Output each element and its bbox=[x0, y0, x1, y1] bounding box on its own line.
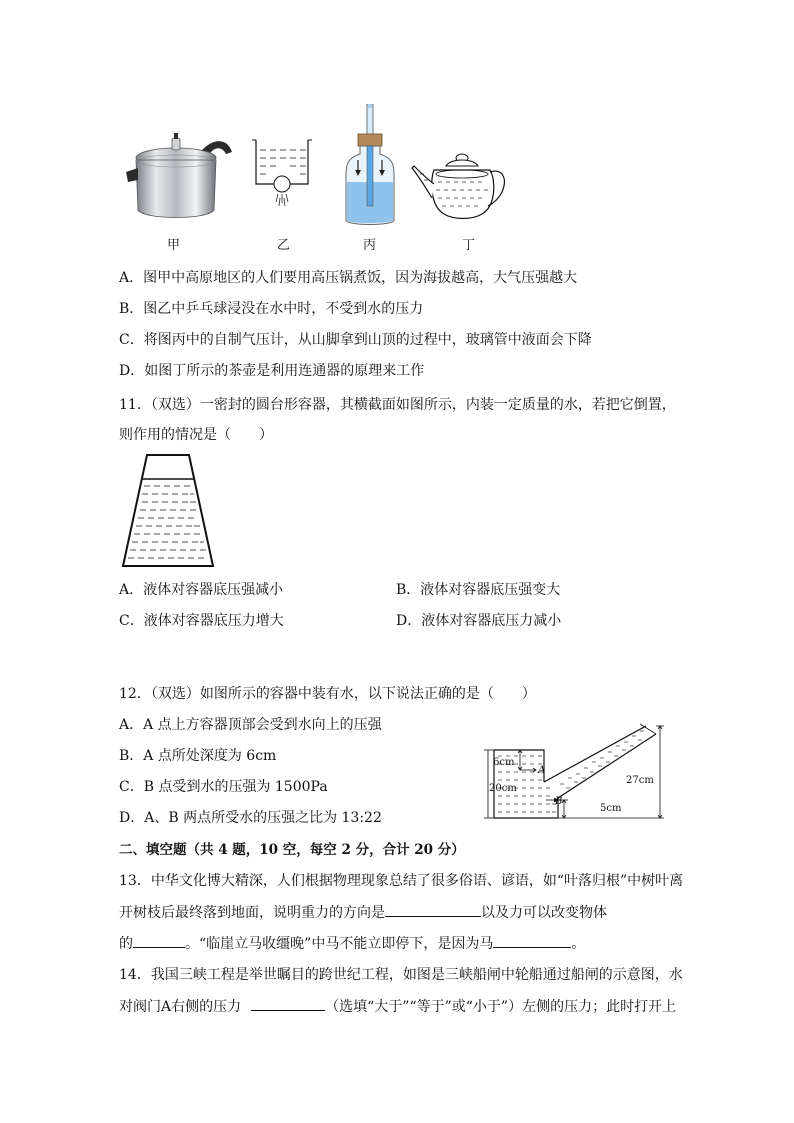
connected-container-figure bbox=[480, 722, 680, 822]
q12-stem: 12．（双选）如图所示的容器中装有水，以下说法正确的是（ ） bbox=[119, 686, 536, 702]
teapot-figure bbox=[410, 148, 510, 222]
q13-blank-1[interactable] bbox=[385, 902, 481, 917]
pingpong-container-figure bbox=[252, 136, 312, 216]
frustum-container-figure bbox=[120, 452, 216, 570]
q13-line2-text-b: 以及力可以改变物体 bbox=[481, 905, 607, 921]
q13-line3-text-b: 。“临崖立马收缰晚”中马不能立即停下，是因为马 bbox=[185, 936, 494, 952]
q12-point-a: A bbox=[538, 765, 546, 776]
q12-option-c: C．B 点受到水的压强为 1500Pa bbox=[119, 779, 328, 795]
q12-point-b: B bbox=[555, 796, 563, 807]
q12-label-20cm: 20cm bbox=[489, 783, 517, 794]
q11-stem-line1: 11．（双选）一密封的圆台形容器，其横截面如图所示，内装一定质量的水，若把它倒置， bbox=[119, 397, 676, 413]
figure-label-jia: 甲 bbox=[167, 238, 181, 253]
q14-line2-text-a: 对阀门A右侧的压力 bbox=[119, 999, 242, 1015]
q11-option-d: D．液体对容器底压力减小 bbox=[396, 613, 562, 629]
q14-line1: 14．我国三峡工程是举世瞩目的跨世纪工程，如图是三峡船闸中轮船通过船闸的示意图，水 bbox=[119, 967, 683, 983]
q13-line2 bbox=[119, 902, 607, 923]
figure-label-bing: 丙 bbox=[363, 238, 377, 253]
q13-blank-2[interactable] bbox=[133, 933, 185, 948]
figure-label-yi: 乙 bbox=[277, 238, 291, 253]
q12-option-d: D．A、B 两点所受水的压强之比为 13:22 bbox=[119, 810, 382, 826]
q11-option-a: A．液体对容器底压强减小 bbox=[119, 582, 284, 598]
q11-option-c: C．液体对容器底压力增大 bbox=[119, 613, 284, 629]
q12-label-6cm: 6cm bbox=[493, 757, 515, 768]
q10-option-d: D．如图丁所示的茶壶是利用连通器的原理来工作 bbox=[119, 363, 425, 379]
bottle-barometer-figure bbox=[340, 104, 400, 228]
q12-option-b: B．A 点所处深度为 6cm bbox=[119, 748, 277, 764]
q13-line2-text-a: 开树枝后最终落到地面，说明重力的方向是 bbox=[119, 905, 385, 921]
q14-blank-1[interactable] bbox=[251, 996, 325, 1011]
q10-option-b: B．图乙中乒乓球浸没在水中时，不受到水的压力 bbox=[119, 301, 424, 317]
q10-option-c: C．将图丙中的自制气压计，从山脚拿到山顶的过程中，玻璃管中液面会下降 bbox=[119, 332, 592, 348]
q14-line2 bbox=[119, 996, 676, 1017]
q11-stem-line2: 则作用的情况是（ ） bbox=[119, 427, 273, 443]
q12-label-27cm: 27cm bbox=[626, 775, 654, 786]
q13-line3-text-a: 的 bbox=[119, 936, 133, 952]
q12-option-a: A．A 点上方容器顶部会受到水向上的压强 bbox=[119, 717, 382, 733]
q10-option-a: A．图甲中高原地区的人们要用高压锅煮饭，因为海拔越高，大气压强越大 bbox=[119, 270, 578, 286]
q13-blank-3[interactable] bbox=[493, 933, 571, 948]
pressure-cooker-figure bbox=[124, 128, 236, 224]
q11-option-b: B．液体对容器底压强变大 bbox=[396, 582, 561, 598]
q13-line1: 13．中华文化博大精深，人们根据物理现象总结了很多俗语、谚语，如“叶落归根”中树叶离 bbox=[119, 873, 684, 889]
section-heading: 二、填空题（共 4 题，10 空，每空 2 分，合计 20 分） bbox=[119, 842, 465, 858]
q14-line2-text-b: （选填“大于”“等于”或“小于”）左侧的压力；此时打开上 bbox=[325, 999, 677, 1015]
q13-line3-text-c: 。 bbox=[571, 936, 586, 952]
figure-label-ding: 丁 bbox=[462, 238, 476, 253]
q12-label-5cm: 5cm bbox=[600, 803, 622, 814]
q13-line3 bbox=[119, 933, 585, 954]
